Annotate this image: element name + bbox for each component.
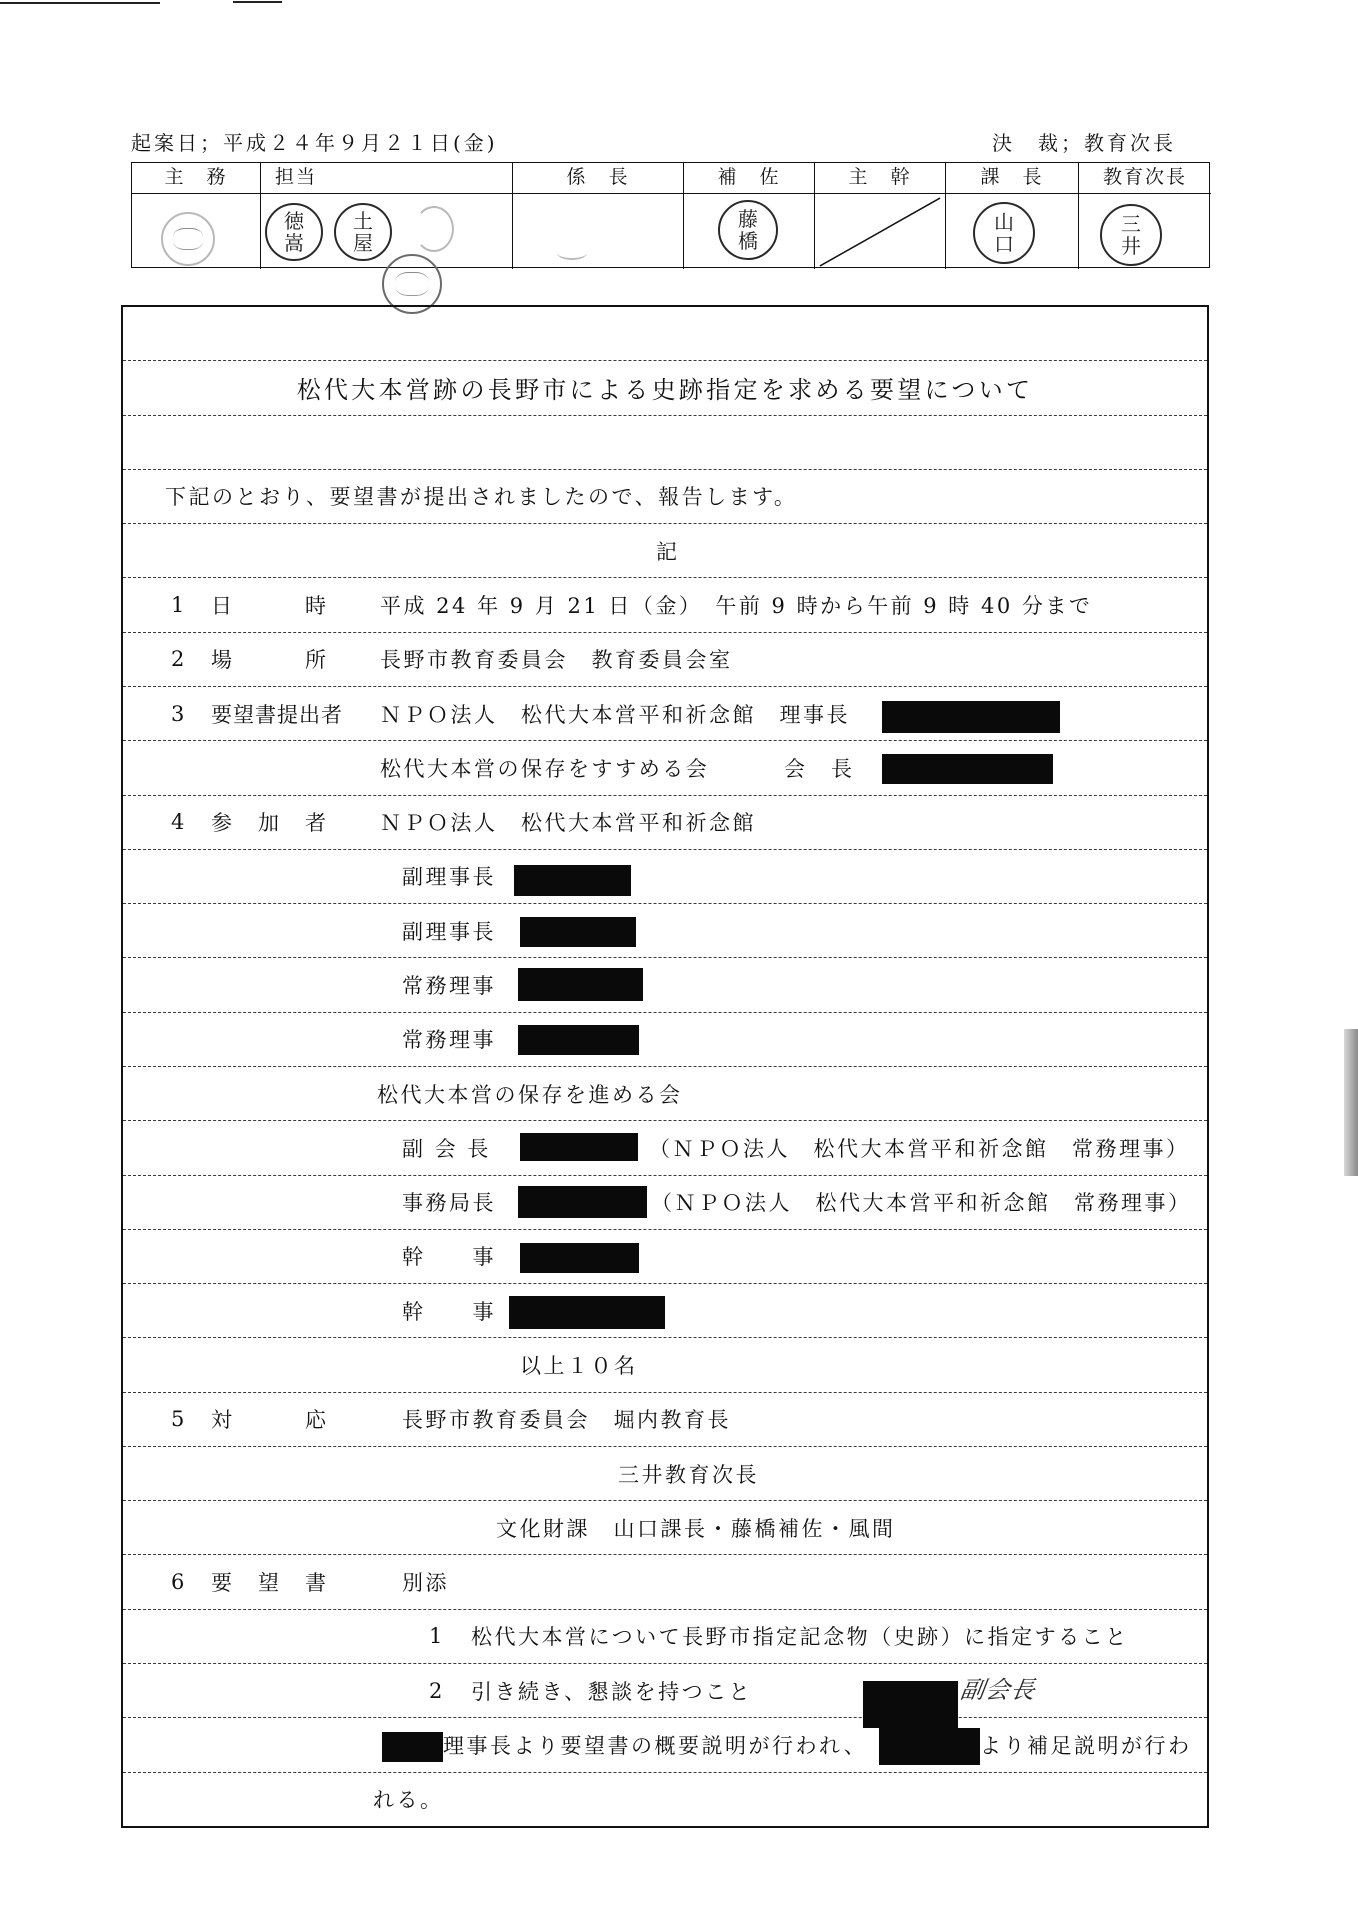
item-label: 場 所: [211, 648, 329, 673]
document-row: [123, 741, 1207, 795]
seal-char: 徳: [284, 209, 304, 233]
document-row: [123, 524, 1207, 578]
participant-role: 事務局長: [402, 1191, 496, 1216]
document-row: [123, 904, 1207, 958]
approval-cell: [513, 194, 684, 269]
scan-artifact-edge: [1344, 1029, 1358, 1176]
item-label: 対 応: [211, 1408, 329, 1433]
request-text: 松代大本営について長野市指定記念物（史跡）に指定すること: [471, 1625, 1129, 1650]
redaction-box: [520, 917, 636, 947]
document-row: [123, 1610, 1207, 1664]
request-number: 2: [429, 1678, 445, 1703]
redaction-box: [879, 1728, 980, 1765]
document-row: [123, 633, 1207, 687]
seal-char: 山: [994, 210, 1014, 234]
item-number: 6: [171, 1570, 187, 1595]
participant-note: （ＮＰＯ法人 松代大本営平和祈念館 常務理事）: [651, 1191, 1192, 1216]
redaction-box: [518, 968, 643, 1001]
seal-jicho: [1100, 204, 1162, 266]
document-row: [123, 1664, 1207, 1718]
document-row: [123, 1338, 1207, 1392]
item-value: 長野市教育委員会 教育委員会室: [380, 648, 733, 673]
seal-char: 土: [353, 209, 373, 233]
seal-char: 藤: [738, 207, 758, 231]
document-row: [123, 850, 1207, 904]
closing-text: 理事長より要望書の概要説明が行われ、: [443, 1733, 868, 1758]
approval-column-header: 教育次長: [1079, 163, 1211, 194]
request-text: 引き続き、懇談を持つこと: [471, 1679, 753, 1704]
approval-column-header: 係 長: [513, 163, 684, 194]
participant-role: 幹 事: [402, 1245, 496, 1270]
document-row: [123, 1067, 1207, 1121]
document-row: [123, 687, 1207, 741]
blank-row: [123, 307, 1207, 361]
item-number: 3: [171, 701, 187, 726]
seal-tanto-1: [265, 203, 323, 261]
participant-role: 常務理事: [402, 974, 496, 999]
item-label: 日 時: [211, 594, 329, 619]
participant-total: 以上１０名: [520, 1353, 638, 1378]
redaction-box: [518, 1025, 639, 1055]
document-row: [123, 1121, 1207, 1175]
seal-char: 三: [1121, 212, 1141, 236]
document-row: [123, 1230, 1207, 1284]
item-value-role: 会 長: [784, 756, 855, 781]
faint-mark: [557, 246, 587, 260]
redaction-box: [882, 754, 1053, 784]
seal-hosa: [718, 200, 778, 260]
document-row: [123, 1013, 1207, 1067]
document-title: 松代大本営跡の長野市による史跡指定を求める要望について: [296, 376, 1034, 405]
item-value: ＮＰＯ法人 松代大本営平和祈念館: [380, 811, 756, 836]
item-value: ＮＰＯ法人 松代大本営平和祈念館 理事長: [380, 702, 850, 727]
handwritten-note: 副会長: [958, 1676, 1038, 1705]
blank-row: [123, 416, 1207, 470]
item-value: 平成 24 年 9 月 21 日（金） 午前 9 時から午前 9 時 40 分まで: [380, 594, 1093, 619]
response-line: 三井教育次長: [618, 1462, 759, 1487]
participant-note: （ＮＰＯ法人 松代大本営平和祈念館 常務理事）: [649, 1136, 1190, 1161]
seal-char: 嵩: [284, 231, 304, 255]
item-value: 長野市教育委員会 堀内教育長: [402, 1408, 731, 1433]
item-label: 参 加 者: [211, 811, 329, 836]
response-line: 文化財課 山口課長・藤橋補佐・風間: [496, 1516, 896, 1541]
ki-heading: 記: [656, 539, 680, 564]
item-number: 4: [171, 810, 187, 835]
item-value: 別添: [402, 1571, 449, 1596]
seal-char: 屋: [353, 231, 373, 255]
redaction-box: [514, 865, 631, 896]
document-row: [123, 1501, 1207, 1555]
item-number: 2: [171, 647, 187, 672]
document-row: [123, 361, 1207, 415]
participant-role: 幹 事: [402, 1299, 496, 1324]
document-row: [123, 578, 1207, 632]
seal-scribble: [173, 228, 203, 250]
item-number: 1: [171, 593, 187, 618]
item-label: 要望書提出者: [211, 702, 343, 727]
seal-kacho: [973, 202, 1035, 264]
redaction-box: [520, 1133, 638, 1161]
participant-role: 副理事長: [402, 919, 496, 944]
document-row: [123, 1718, 1207, 1772]
document-body: [121, 305, 1209, 1828]
item-number: 5: [171, 1407, 187, 1432]
approval-column-header: 課 長: [946, 163, 1079, 194]
final-approver: 決 裁；教育次長: [992, 131, 1176, 155]
closing-text: より補足説明が行わ: [980, 1733, 1192, 1758]
seal-tanto-2: [334, 203, 392, 261]
redaction-box: [509, 1296, 665, 1329]
approval-cell-crossed: [815, 194, 946, 269]
document-row: [123, 470, 1207, 524]
draft-date: 起案日；平成２４年９月２１日(金): [131, 131, 498, 155]
document-row: [123, 1773, 1207, 1826]
document-row: [123, 958, 1207, 1012]
document-row: [123, 1393, 1207, 1447]
diagonal-strike: [815, 194, 945, 269]
scan-artifact-line: [233, 1, 282, 3]
request-number: 1: [429, 1624, 445, 1649]
document-row: [123, 1447, 1207, 1501]
document-row: [123, 1555, 1207, 1609]
seal-char: 橋: [738, 229, 758, 253]
approval-column-header: 主 務: [132, 163, 261, 194]
participant-role: 常務理事: [402, 1028, 496, 1053]
approval-column-header: 担当: [261, 163, 513, 194]
society-name: 松代大本営の保存を進める会: [377, 1082, 683, 1107]
closing-text: れる。: [373, 1788, 444, 1813]
redaction-box: [882, 701, 1060, 733]
scan-artifact-line: [0, 2, 160, 4]
approval-column-header: 補 佐: [684, 163, 815, 194]
seal-scribble: [395, 272, 429, 296]
document-row: [123, 1176, 1207, 1230]
participant-role: 副理事長: [402, 865, 496, 890]
seal-char: 井: [1121, 234, 1141, 258]
approval-column-header: 主 幹: [815, 163, 946, 194]
redaction-box: [382, 1732, 443, 1762]
redaction-box: [520, 1243, 639, 1273]
seal-char: 口: [994, 232, 1014, 256]
participant-role: 副 会 長: [402, 1136, 491, 1161]
redaction-box: [518, 1186, 647, 1218]
item-value-secondary: 松代大本営の保存をすすめる会: [380, 756, 710, 781]
item-label: 要 望 書: [211, 1571, 329, 1596]
seal-faint: [161, 212, 215, 266]
intro-text: 下記のとおり、要望書が提出されましたので、報告します。: [165, 485, 798, 510]
document-row: [123, 796, 1207, 850]
document-row: [123, 1284, 1207, 1338]
seal-faint: [414, 206, 454, 252]
